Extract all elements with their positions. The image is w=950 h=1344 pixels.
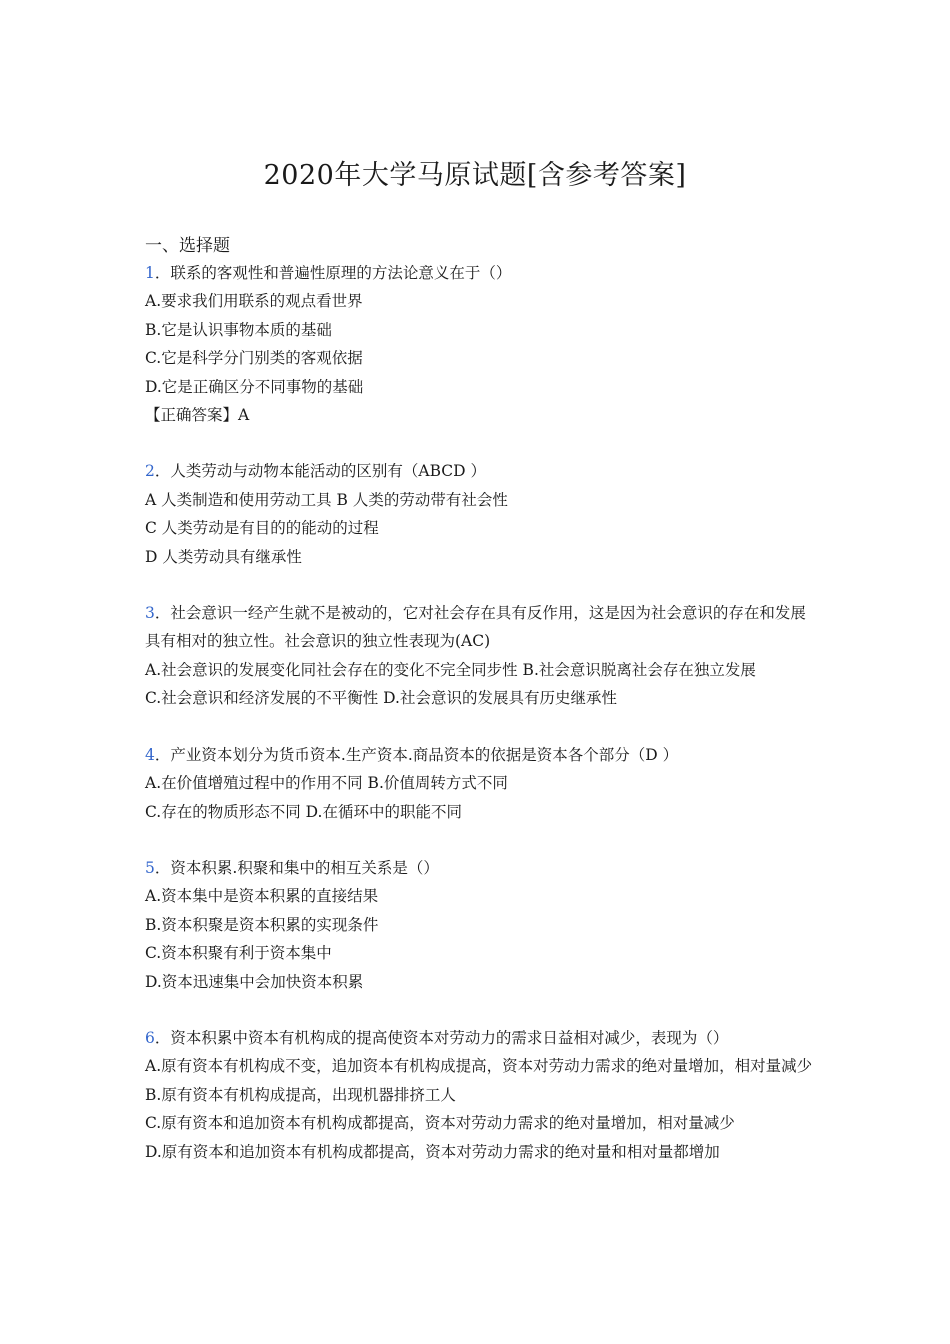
question-list [145,259,820,1166]
answer-option: A.要求我们用联系的观点看世界 [145,292,363,311]
question-number-separator: ． [154,1028,171,1047]
question-number-separator: ． [154,264,171,282]
section-heading: 一、选择题 [145,236,230,256]
question-block [145,457,820,571]
question-stem [145,854,820,882]
question-stem [145,741,820,769]
question-number: 4 [145,745,155,764]
answer-option: A.社会意识的发展变化同社会存在的变化不完全同步性 B.社会意识脱离社会存在独立发展 [145,660,756,679]
question-number-separator: ． [154,745,171,764]
answer-option: D.资本迅速集中会加快资本积累 [145,972,364,991]
question-number: 1 [145,264,155,282]
question-text: 人类劳动与动物本能活动的区别有（ABCD ） [170,462,486,481]
answer-option: B.资本积聚是资本积累的实现条件 [145,915,379,934]
question-block [145,259,820,429]
question-block [145,1024,820,1166]
question-number: 6 [145,1028,155,1047]
question-text: 产业资本划分为货币资本.生产资本.商品资本的依据是资本各个部分（D ） [170,745,679,764]
answer-option: C.社会意识和经济发展的不平衡性 D.社会意识的发展具有历史继承性 [145,689,617,708]
question-number: 2 [145,462,155,481]
question-text: 资本积累.积聚和集中的相互关系是（） [170,858,439,877]
answer-option: C.原有资本和追加资本有机构成都提高，资本对劳动力需求的绝对量增加，相对量减少 [145,1114,735,1133]
answer-option: A 人类制造和使用劳动工具 B 人类的劳动带有社会性 [145,490,508,509]
question-stem [145,1024,820,1052]
question-block [145,741,820,826]
question-block [145,599,820,713]
page-title: 2020年大学马原试题[含参考答案] [263,160,687,191]
answer-option: A.原有资本有机构成不变，追加资本有机构成提高，资本对劳动力需求的绝对量增加，相对量减少 [145,1057,813,1076]
answer-option: D.原有资本和追加资本有机构成都提高，资本对劳动力需求的绝对量和相对量都增加 [145,1142,720,1161]
answer-option: A.资本集中是资本积累的直接结果 [145,887,379,906]
answer-option: C 人类劳动是有目的的能动的过程 [145,519,379,538]
question-number: 3 [145,604,155,623]
question-number-separator: ． [154,462,171,481]
answer-option: B.原有资本有机构成提高，出现机器排挤工人 [145,1085,456,1104]
answer-option: C.资本积聚有利于资本集中 [145,944,332,963]
answer-option: D.它是正确区分不同事物的基础 [145,377,364,396]
question-stem [145,599,820,656]
question-block [145,854,820,996]
answer-option: B.它是认识事物本质的基础 [145,320,332,339]
answer-option: D 人类劳动具有继承性 [145,547,302,566]
question-stem [145,457,820,485]
question-number-separator: ． [154,858,171,877]
correct-answer: 【正确答案】A [145,406,250,425]
question-stem [145,259,820,287]
answer-option: A.在价值增殖过程中的作用不同 B.价值周转方式不同 [145,774,508,793]
question-text: 社会意识一经产生就不是被动的，它对社会存在具有反作用，这是因为社会意识的存在和发展具有相对的独立性。社会意识的独立性表现为(AC) [145,604,806,651]
question-text: 联系的客观性和普遍性原理的方法论意义在于（） [170,264,512,282]
question-number-separator: ． [154,604,171,623]
answer-option: C.存在的物质形态不同 D.在循环中的职能不同 [145,802,462,821]
question-number: 5 [145,858,155,877]
question-text: 资本积累中资本有机构成的提高使资本对劳动力的需求日益相对减少，表现为（） [170,1028,729,1047]
document-body [145,233,820,1166]
answer-option: C.它是科学分门别类的客观依据 [145,349,363,368]
